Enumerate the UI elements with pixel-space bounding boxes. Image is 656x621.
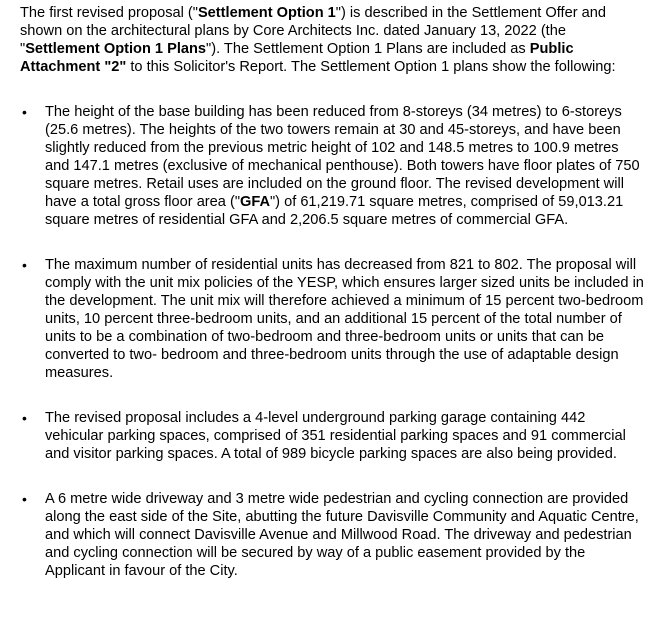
bullet-marker: • xyxy=(22,491,27,507)
intro-text-3: ") is described in the Settlement Offer and shown on the architectural plans by Core Architects Inc. dated January 13, 2022 (the " xyxy=(20,5,606,57)
intro-text-7: to this Solicitor's Report. The Settlement Option 1 plans show the following: xyxy=(126,59,616,75)
list-item xyxy=(20,256,645,382)
bullet-1-text-a: The height of the base building has been reduced from 8-storeys (34 metres) to 6-storeys (25.6 metres). The heights of the two towers remain at 30 and 45-storeys, and have been slightly reduced from the previous metric height of 102 and 148.5 metres to 100.9 metres and 147.1 metres (exclusive of mechanical penthouse). Both towers have floor plates of 750 square metres. Retail uses are included on the ground floor. The revised development will have a total gross floor area (" xyxy=(45,104,640,210)
document-body xyxy=(20,4,645,607)
gfa-term: GFA xyxy=(240,194,270,210)
bullet-text-residential-units: The maximum number of residential units has decreased from 821 to 802. The proposal will comply with the unit mix policies of the YESP, which ensures larger sized units be included in the development. The unit mix will therefore achieved a minimum of 15 percent two-bedroom units, 10 percent three-bedroom units, and an additional 15 percent of the total number of units to be a combination of two-bedroom and three-bedroom units or units that can be converted to two- bedroom and three-bedroom units through the use of adaptable design measures. xyxy=(45,257,644,381)
bullet-text-building-height xyxy=(45,103,645,229)
public-attachment-term: Public Attachment "2" xyxy=(20,41,574,75)
intro-text-1: The first revised proposal (" xyxy=(20,5,198,21)
intro-paragraph xyxy=(20,4,645,76)
intro-text-5: "). The Settlement Option 1 Plans are included as xyxy=(206,41,530,57)
bullet-marker: • xyxy=(22,257,27,273)
bullet-1-text-c: ") of 61,219.71 square metres, comprised of 59,013.21 square metres of residential GFA and 2,206.5 square metres of commercial GFA. xyxy=(45,194,624,228)
bullet-text-parking: The revised proposal includes a 4-level underground parking garage containing 442 vehicular parking spaces, comprised of 351 residential parking spaces and 91 commercial and visitor parking spaces. A total of 989 bicycle parking spaces are also being provided. xyxy=(45,410,626,462)
bullet-text-driveway: A 6 metre wide driveway and 3 metre wide pedestrian and cycling connection are provided along the east side of the Site, abutting the future Davisville Community and Aquatic Centre, and which will connect Davisville Avenue and Millwood Road. The driveway and pedestrian and cycling connection will be secured by way of a public easement provided by the Applicant in favour of the City. xyxy=(45,491,639,579)
list-item xyxy=(20,409,645,463)
settlement-option-1-term: Settlement Option 1 xyxy=(197,5,336,21)
list-item xyxy=(20,103,645,229)
bullet-list xyxy=(20,103,645,580)
list-item xyxy=(20,490,645,580)
bullet-marker: • xyxy=(22,104,27,120)
bullet-marker: • xyxy=(22,410,27,426)
settlement-option-1-plans-term: Settlement Option 1 Plans xyxy=(25,41,207,57)
